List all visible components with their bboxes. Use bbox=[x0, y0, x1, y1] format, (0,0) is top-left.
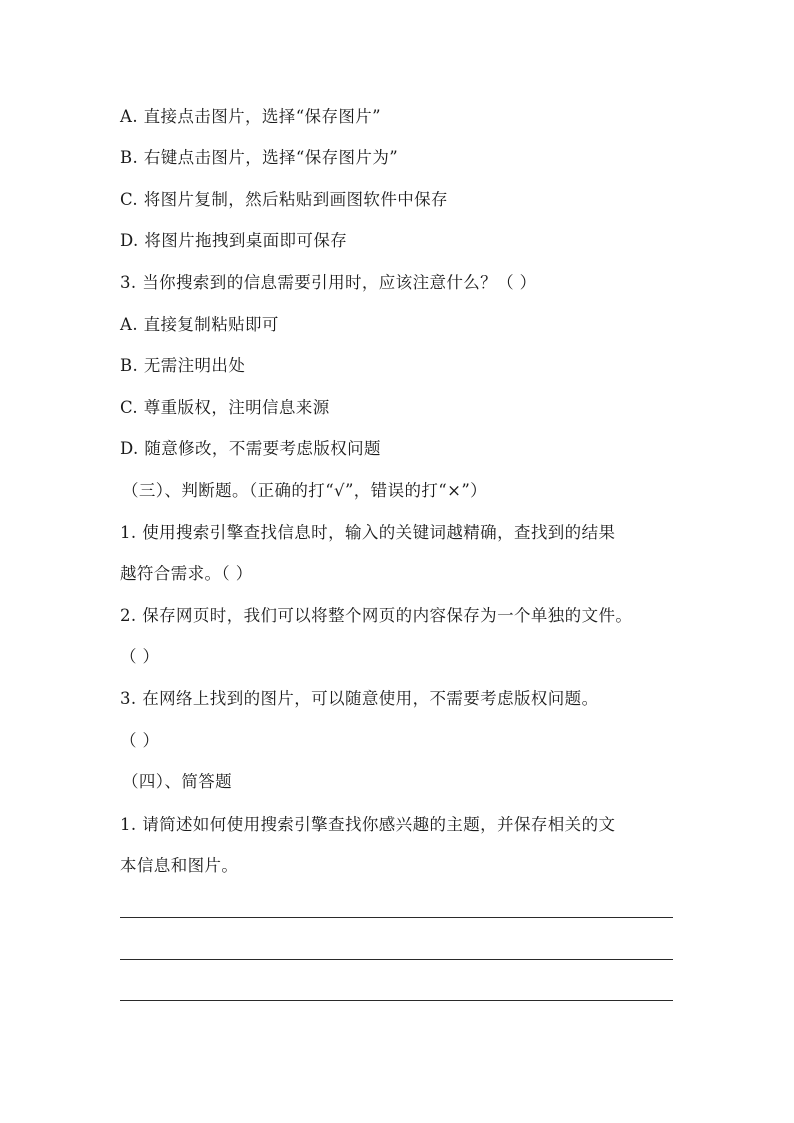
short-answer-q1-line2: 本信息和图片。 bbox=[120, 856, 239, 875]
answer-line-2[interactable] bbox=[120, 959, 673, 960]
q3-option-b: B. 无需注明出处 bbox=[120, 356, 246, 375]
tf-item-3-line1: 3. 在网络上找到的图片，可以随意使用，不需要考虑版权问题。 bbox=[120, 689, 599, 708]
tf-item-2-line1: 2. 保存网页时，我们可以将整个网页的内容保存为一个单独的文件。 bbox=[120, 606, 633, 625]
short-answer-q1-line1: 1. 请简述如何使用搜索引擎查找你感兴趣的主题，并保存相关的文 bbox=[120, 815, 616, 834]
answer-line-3[interactable] bbox=[120, 1000, 673, 1001]
q2-option-b: B. 右键点击图片，选择“保存图片为” bbox=[120, 148, 399, 167]
q3-option-d: D. 随意修改，不需要考虑版权问题 bbox=[120, 439, 381, 458]
answer-line-1[interactable] bbox=[120, 917, 673, 918]
q2-option-c: C. 将图片复制，然后粘贴到画图软件中保存 bbox=[120, 190, 448, 209]
q3-option-a: A. 直接复制粘贴即可 bbox=[120, 315, 279, 334]
q2-option-a: A. 直接点击图片，选择“保存图片” bbox=[120, 107, 381, 126]
tf-item-2-line2: （ ） bbox=[120, 647, 160, 666]
q3-stem: 3. 当你搜索到的信息需要引用时，应该注意什么？（ ） bbox=[120, 273, 537, 292]
q2-option-d: D. 将图片拖拽到桌面即可保存 bbox=[120, 231, 348, 250]
section4-title: （四）、简答题 bbox=[122, 772, 233, 791]
tf-item-1-line2: 越符合需求。（ ） bbox=[120, 564, 253, 583]
tf-item-1-line1: 1. 使用搜索引擎查找信息时，输入的关键词越精确，查找到的结果 bbox=[120, 523, 616, 542]
q3-option-c: C. 尊重版权，注明信息来源 bbox=[120, 398, 330, 417]
tf-item-3-line2: （ ） bbox=[120, 731, 160, 750]
section3-title: （三）、判断题。（正确的打“√”，错误的打“×”） bbox=[122, 481, 488, 500]
